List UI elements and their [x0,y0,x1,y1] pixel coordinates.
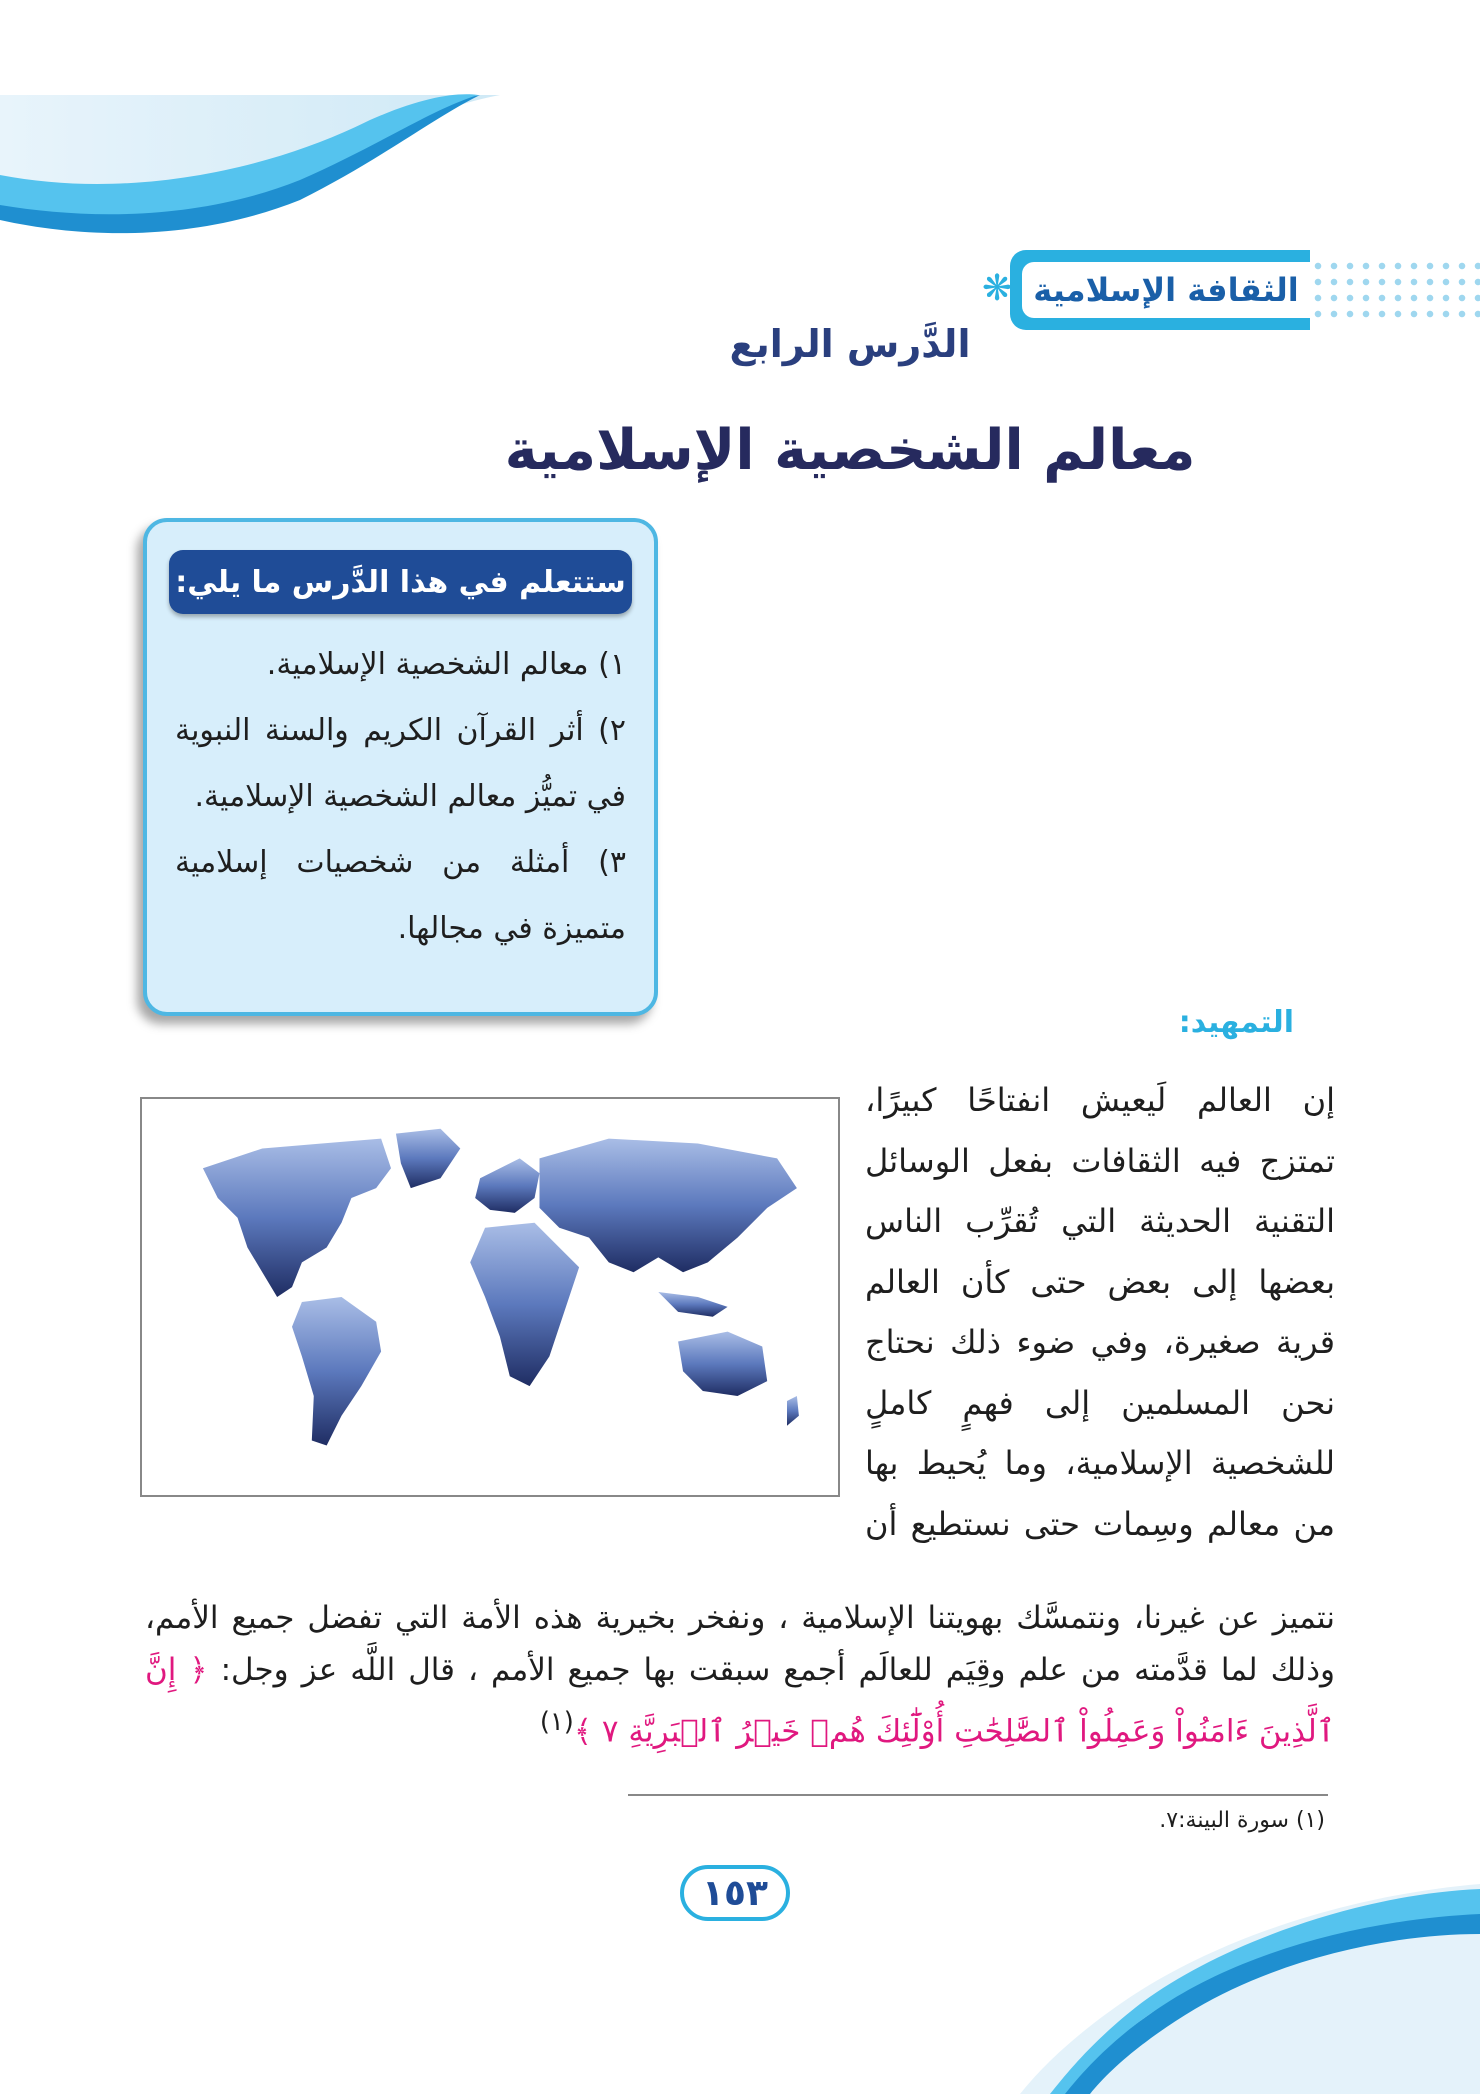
intro-full-text: نتميز عن غيرنا، ونتمسَّك بهويتنا الإسلامية ، ونفخر بخيرية هذه الأمة التي تفضل جميع الأمم، وذلك لما قدَّمته من علم وقِيَم للعالَم أجمع سبقت بها جميع الأمم ، قال اللَّه عز وجل: [145,1600,1335,1688]
top-wave-decoration [0,0,500,240]
section-tab [1010,250,1310,330]
lesson-number: الدَّرس الرابع [729,322,971,366]
europe-shape [475,1158,539,1212]
objectives-list [175,632,626,962]
intro-paragraph-side [865,1070,1335,1554]
intro-line: إن العالم لَيعيش انفتاحًا كبيرًا، [865,1081,1335,1119]
objectives-heading: ستتعلم في هذا الدَّرس ما يلي: [175,564,626,600]
objective-item: ٢) أثر القرآن الكريم والسنة النبوية في تميُّز معالم الشخصية الإسلامية. [175,713,626,814]
intro-line: للشخصية الإسلامية، وما يُحيط بها [865,1444,1335,1482]
north-america-shape [203,1139,391,1297]
intro-line: بعضها إلى بعض حتى كأن العالم [865,1262,1335,1301]
intro-paragraph-full [145,1592,1335,1757]
bottom-wave-decoration [980,1864,1480,2094]
intro-line: نحن المسلمين إلى فهمٍ كاملٍ [865,1383,1335,1422]
page-number-badge [680,1865,790,1921]
intro-line: التقنية الحديثة التي تُقرِّب الناس [865,1202,1335,1240]
intro-line: قرية صغيرة، وفي ضوء ذلك نحتاج [865,1323,1335,1361]
dot-pattern [1310,258,1480,324]
intro-line: تمتزج فيه الثقافات بفعل الوسائل [865,1141,1335,1180]
greenland-shape [396,1129,460,1188]
asia-shape [540,1139,797,1273]
quran-verse: ﴿ إِنَّ ٱلَّذِينَ ءَامَنُواْ وَعَمِلُواْ ٱلصَّٰلِحَٰتِ أُوْلَٰٓئِكَ هُمۡ خَيۡرُ ٱلۡبَرِيَّةِ ٧ ﴾ [145,1652,1335,1750]
world-map-illustration [142,1099,838,1495]
objectives-header [169,550,632,614]
australia-shape [678,1332,767,1396]
intro-line: من معالم وسِمات حتى نستطيع أن [865,1504,1335,1543]
indonesia-shape [658,1292,727,1317]
world-map-image [140,1097,840,1497]
footnote-reference[interactable]: (١) [539,1707,574,1737]
south-america-shape [292,1297,381,1446]
footnote: (١) سورة البينة:٧. [1159,1808,1325,1833]
footnote-divider [628,1794,1328,1796]
intro-heading: التمهيد: [1178,1005,1294,1040]
page-number: ١٥٣ [702,1872,768,1914]
africa-shape [470,1223,579,1386]
section-label: الثقافة الإسلامية [1033,271,1299,309]
ornament-icon: ❋ [982,268,1013,309]
objective-item: ٣) أمثلة من شخصيات إسلامية متميزة في مجالها. [175,845,626,946]
new-zealand-shape [787,1396,799,1426]
objective-item: ١) معالم الشخصية الإسلامية. [266,647,626,682]
objectives-box [143,518,658,1016]
lesson-title: معالم الشخصية الإسلامية [504,418,1196,483]
